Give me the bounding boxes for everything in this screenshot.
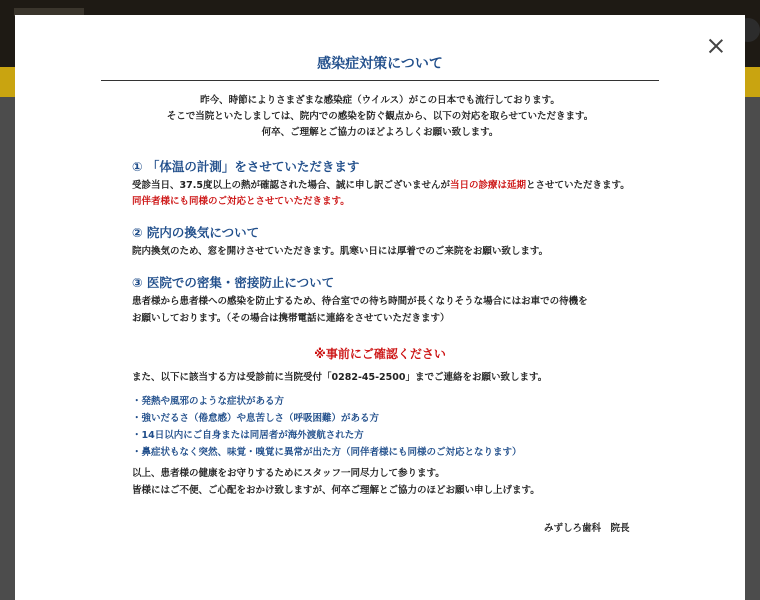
intro-line-1: 昨今、時節によりさまざまな感染症（ウイルス）がこの日本でも流行しております。 — [200, 95, 560, 106]
section1-line1-c: とさせていただきます。 — [525, 180, 630, 191]
intro-line-3: 何卒、ご理解とご協力のほどよろしくお願い致します。 — [261, 127, 499, 138]
clinic-signature: みずしろ歯科 院長 — [544, 523, 630, 534]
confirm-heading: ※事前にご確認ください — [314, 347, 446, 361]
modal-title: 感染症対策について — [317, 56, 443, 72]
section3-line2: お願いしております。（その場合は携帯電話に連絡をさせていただきます） — [132, 313, 450, 324]
section2-heading: ② 院内の換気について — [132, 225, 260, 240]
close-icon[interactable] — [705, 37, 727, 59]
closing-line-2: 皆様にはご不便、ご心配をおかけ致しますが、何卒ご理解とご協力のほどお願い申し上げます。 — [132, 485, 540, 496]
section3-line1: 患者様から患者様への感染を防止するため、待合室での待ち時間が長くなりそうな場合にはお車での待機を — [132, 296, 588, 307]
title-divider — [101, 80, 659, 81]
section1-heading: ① 「体温の計測」をさせていただきます — [132, 159, 360, 174]
section1-line1-a: 受診当日、37.5度以上の熱が確認された場合、誠に申し訳ございませんが — [132, 180, 450, 191]
section2-line1: 院内換気のため、窓を開けさせていただきます。肌寒い日には厚着でのご来院をお願い致します。 — [132, 246, 549, 257]
section1-line1-highlight: 当日の診療は延期 — [449, 180, 526, 191]
section1-line2: 同伴者様にも同様のご対応とさせていただきます。 — [132, 196, 350, 207]
infection-notice-modal — [15, 15, 745, 600]
symptom-bullet-3: ・14日以内にご自身または同居者が海外渡航された方 — [132, 430, 364, 441]
closing-line-1: 以上、患者様の健康をお守りするためにスタッフ一同尽力して参ります。 — [132, 468, 445, 479]
symptom-bullet-4: ・鼻症状もなく突然、味覚・嗅覚に異常が出た方（同伴者様にも同様のご対応となります） — [132, 447, 522, 458]
confirm-intro: また、以下に該当する方は受診前に当院受付「0282-45-2500」までご連絡をお願い致します。 — [132, 372, 548, 383]
section1-line1 — [132, 178, 630, 195]
section3-heading: ③ 医院での密集・密接防止について — [132, 275, 335, 290]
symptom-bullet-2: ・強いだるさ（倦怠感）や息苦しさ（呼吸困難）がある方 — [132, 413, 380, 424]
intro-line-2: そこで当院といたしましては、院内での感染を防ぐ観点から、以下の対応を取らせていただきます。 — [166, 111, 594, 122]
symptom-bullet-1: ・発熱や風邪のような症状がある方 — [132, 396, 285, 407]
